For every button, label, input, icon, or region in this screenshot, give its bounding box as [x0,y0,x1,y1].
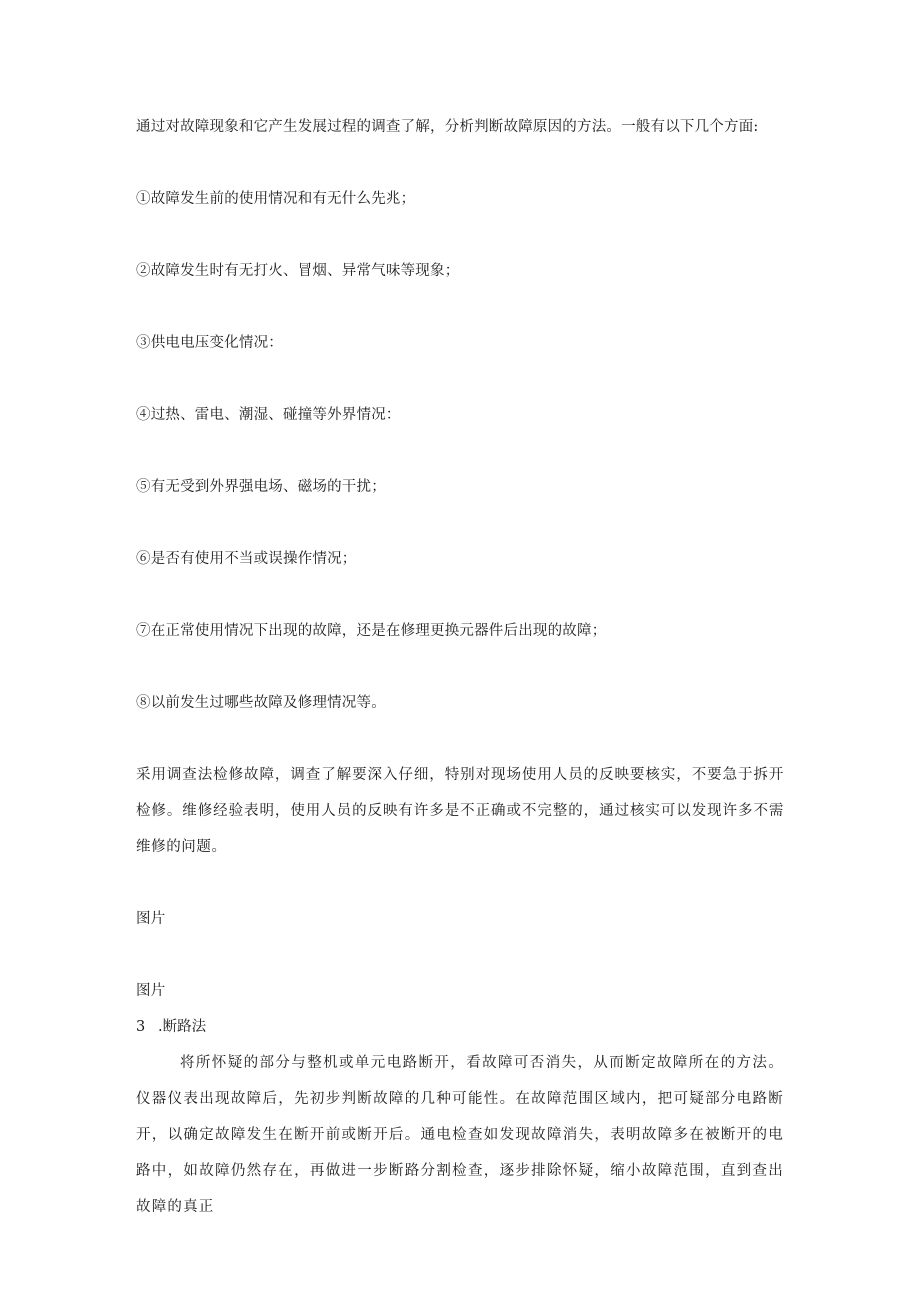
list-item-7: ⑦在正常使用情况下出现的故障，还是在修理更换元器件后出现的故障； [136,623,607,639]
list-item-3: ③供电电压变化情况： [136,335,283,351]
image-placeholder-2: 图片 [136,983,166,999]
list-item-4: ④过热、雷电、潮湿、碰撞等外界情况： [136,407,401,423]
image-placeholder-1: 图片 [136,911,166,927]
list-item-1: ①故障发生前的使用情况和有无什么先兆； [136,191,416,207]
section-body-paragraph: 将所怀疑的部分与整机或单元电路断开，看故障可否消失，从而断定故障所在的方法。仪器仪表出现故障后，先初步判断故障的几种可能性。在故障范围区域内，把可疑部分电路断开，以确定故障发生在断开前或断开后。通电检查如发现故障消失，表明故障多在被断开的电路中，如故障仍然存在，再做进一步断路分割检查，逐步排除怀疑，缩小故障范围，直到查出故障的真正 [136,1055,784,1215]
section-title: .断路法 [158,1019,207,1035]
summary-paragraph: 采用调查法检修故障，调查了解要深入仔细，特别对现场使用人员的反映要核实，不要急于拆开检修。维修经验表明，使用人员的反映有许多是不正确或不完整的，通过核实可以发现许多不需维修的问题。 [136,767,784,855]
section-heading [136,1017,206,1037]
intro-paragraph: 通过对故障现象和它产生发展过程的调查了解，分析判断故障原因的方法。一般有以下几个方面: [136,119,759,135]
list-item-6: ⑥是否有使用不当或误操作情况； [136,551,357,567]
section-number: 3 [136,1019,146,1035]
list-item-8: ⑧以前发生过哪些故障及修理情况等。 [136,695,386,711]
list-item-2: ②故障发生时有无打火、冒烟、异常气味等现象； [136,263,460,279]
list-item-5: ⑤有无受到外界强电场、磁场的干扰； [136,479,386,495]
